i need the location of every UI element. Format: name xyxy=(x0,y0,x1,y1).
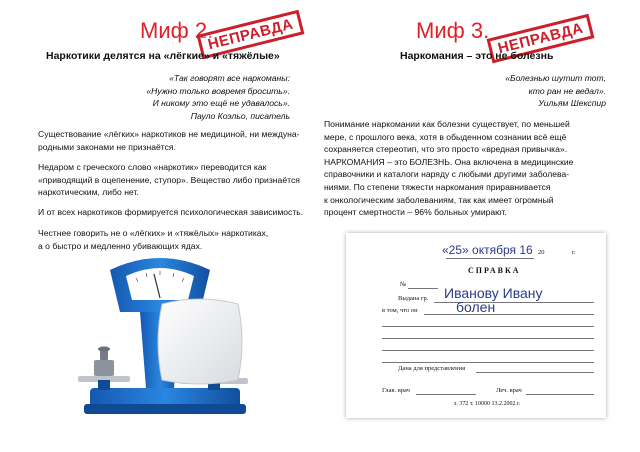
false-stamp: НЕПРАВДА xyxy=(487,14,595,64)
quote-line: кто ран не ведал». xyxy=(528,85,606,96)
issued-to-label: Выдана гр. xyxy=(398,295,429,302)
text-line: Недаром с греческого слово «наркотик» переводится как xyxy=(38,162,267,172)
quote-author: Уильям Шекспир xyxy=(538,98,606,108)
paragraph-1 xyxy=(38,128,300,153)
blank-line xyxy=(382,350,594,351)
certificate-title: СПРАВКА xyxy=(468,266,521,275)
text-line: а о быстро и медленно убивающих ядах. xyxy=(38,240,203,251)
text-line: к онкологическим заболеваниям, так как имеет огромный xyxy=(324,194,554,205)
text-line: Понимание наркомании как болезни существует, по меньшей xyxy=(324,119,570,129)
text-line: справочники и каталоги наряду с любыми другими заболева- xyxy=(324,169,570,180)
present-label: Дана для представления xyxy=(398,365,466,372)
patient-status: болен xyxy=(456,299,496,315)
status-line xyxy=(424,314,594,315)
blank-line xyxy=(382,326,594,327)
text-line: И от всех наркотиков формируется психологическая зависимость. xyxy=(38,207,304,217)
medical-certificate xyxy=(346,233,606,418)
paragraph-3 xyxy=(38,206,303,219)
present-line xyxy=(476,372,594,373)
quote-line: «Нужно только вовремя бросить». xyxy=(146,85,290,96)
patient-name: Иванову Ивану xyxy=(444,285,543,301)
doctor-signature-line xyxy=(526,394,594,395)
in-that-label: в том, что он xyxy=(382,307,418,314)
scale-illustration xyxy=(70,252,260,422)
text-line: сохраняется стереотип, что это просто «вредная привычка». xyxy=(324,144,568,155)
paragraph-2 xyxy=(38,161,300,199)
blank-line xyxy=(382,362,594,363)
myth-2-title: Миф 2. xyxy=(140,18,214,43)
number-line xyxy=(408,288,438,289)
text-line: Существование «лёгких» наркотиков не медициной, ни междуна- xyxy=(38,129,300,139)
blank-line xyxy=(382,338,594,339)
myth-3-title: Миф 3. xyxy=(416,18,490,43)
quote-author: Пауло Коэльо, писатель xyxy=(190,110,290,121)
chief-signature-line xyxy=(416,394,476,395)
myth-3-paragraph xyxy=(324,118,573,219)
certificate-year-prefix: 20 xyxy=(538,249,545,256)
myth-2-subtitle: Наркотики делятся на «лёгкие» и «тяжёлые» xyxy=(46,50,280,62)
certificate-year-g: г. xyxy=(572,249,576,256)
text-line: «приводящий в оцепенение, ступор». Вещество либо признаётся xyxy=(38,174,300,185)
text-line: ниями. По степени тяжести наркомания приравнивается xyxy=(324,181,551,192)
form-code: з. 372 т. 10000 13.2.2002 г. xyxy=(454,401,521,407)
certificate-date: «25» октября 16 xyxy=(442,243,533,257)
myth-2-quote xyxy=(30,72,290,122)
myth-3-quote xyxy=(406,72,606,110)
text-line: наркотическим, либо нет. xyxy=(38,187,139,198)
paragraph-4 xyxy=(38,227,268,252)
text-line: родными законами не признаётся. xyxy=(38,141,176,152)
quote-line: «Так говорят все наркоманы: xyxy=(169,73,290,83)
myth-3-subtitle: Наркомания – это не болезнь xyxy=(400,50,554,62)
text-line: процент смертности – 96% больных умирают. xyxy=(324,207,507,218)
false-stamp: НЕПРАВДА xyxy=(197,10,305,60)
text-line: мере, с прошлого века, хотя в обыденном сознании всё ещё xyxy=(324,131,567,142)
quote-line: «Болезнью шутит тот, xyxy=(505,73,606,83)
number-label: № xyxy=(400,281,407,288)
text-line: Честнее говорить не о «лёгких» и «тяжёлых» наркотиках, xyxy=(38,228,269,238)
text-line: НАРКОМАНИЯ – это БОЛЕЗНЬ. Она включена в медицинские xyxy=(324,156,574,167)
quote-line: И никому это ещё не удавалось». xyxy=(152,98,290,108)
attending-doctor-label: Леч. врач xyxy=(496,387,522,394)
date-underline xyxy=(446,258,534,259)
chief-doctor-label: Глав. врач xyxy=(382,387,410,394)
